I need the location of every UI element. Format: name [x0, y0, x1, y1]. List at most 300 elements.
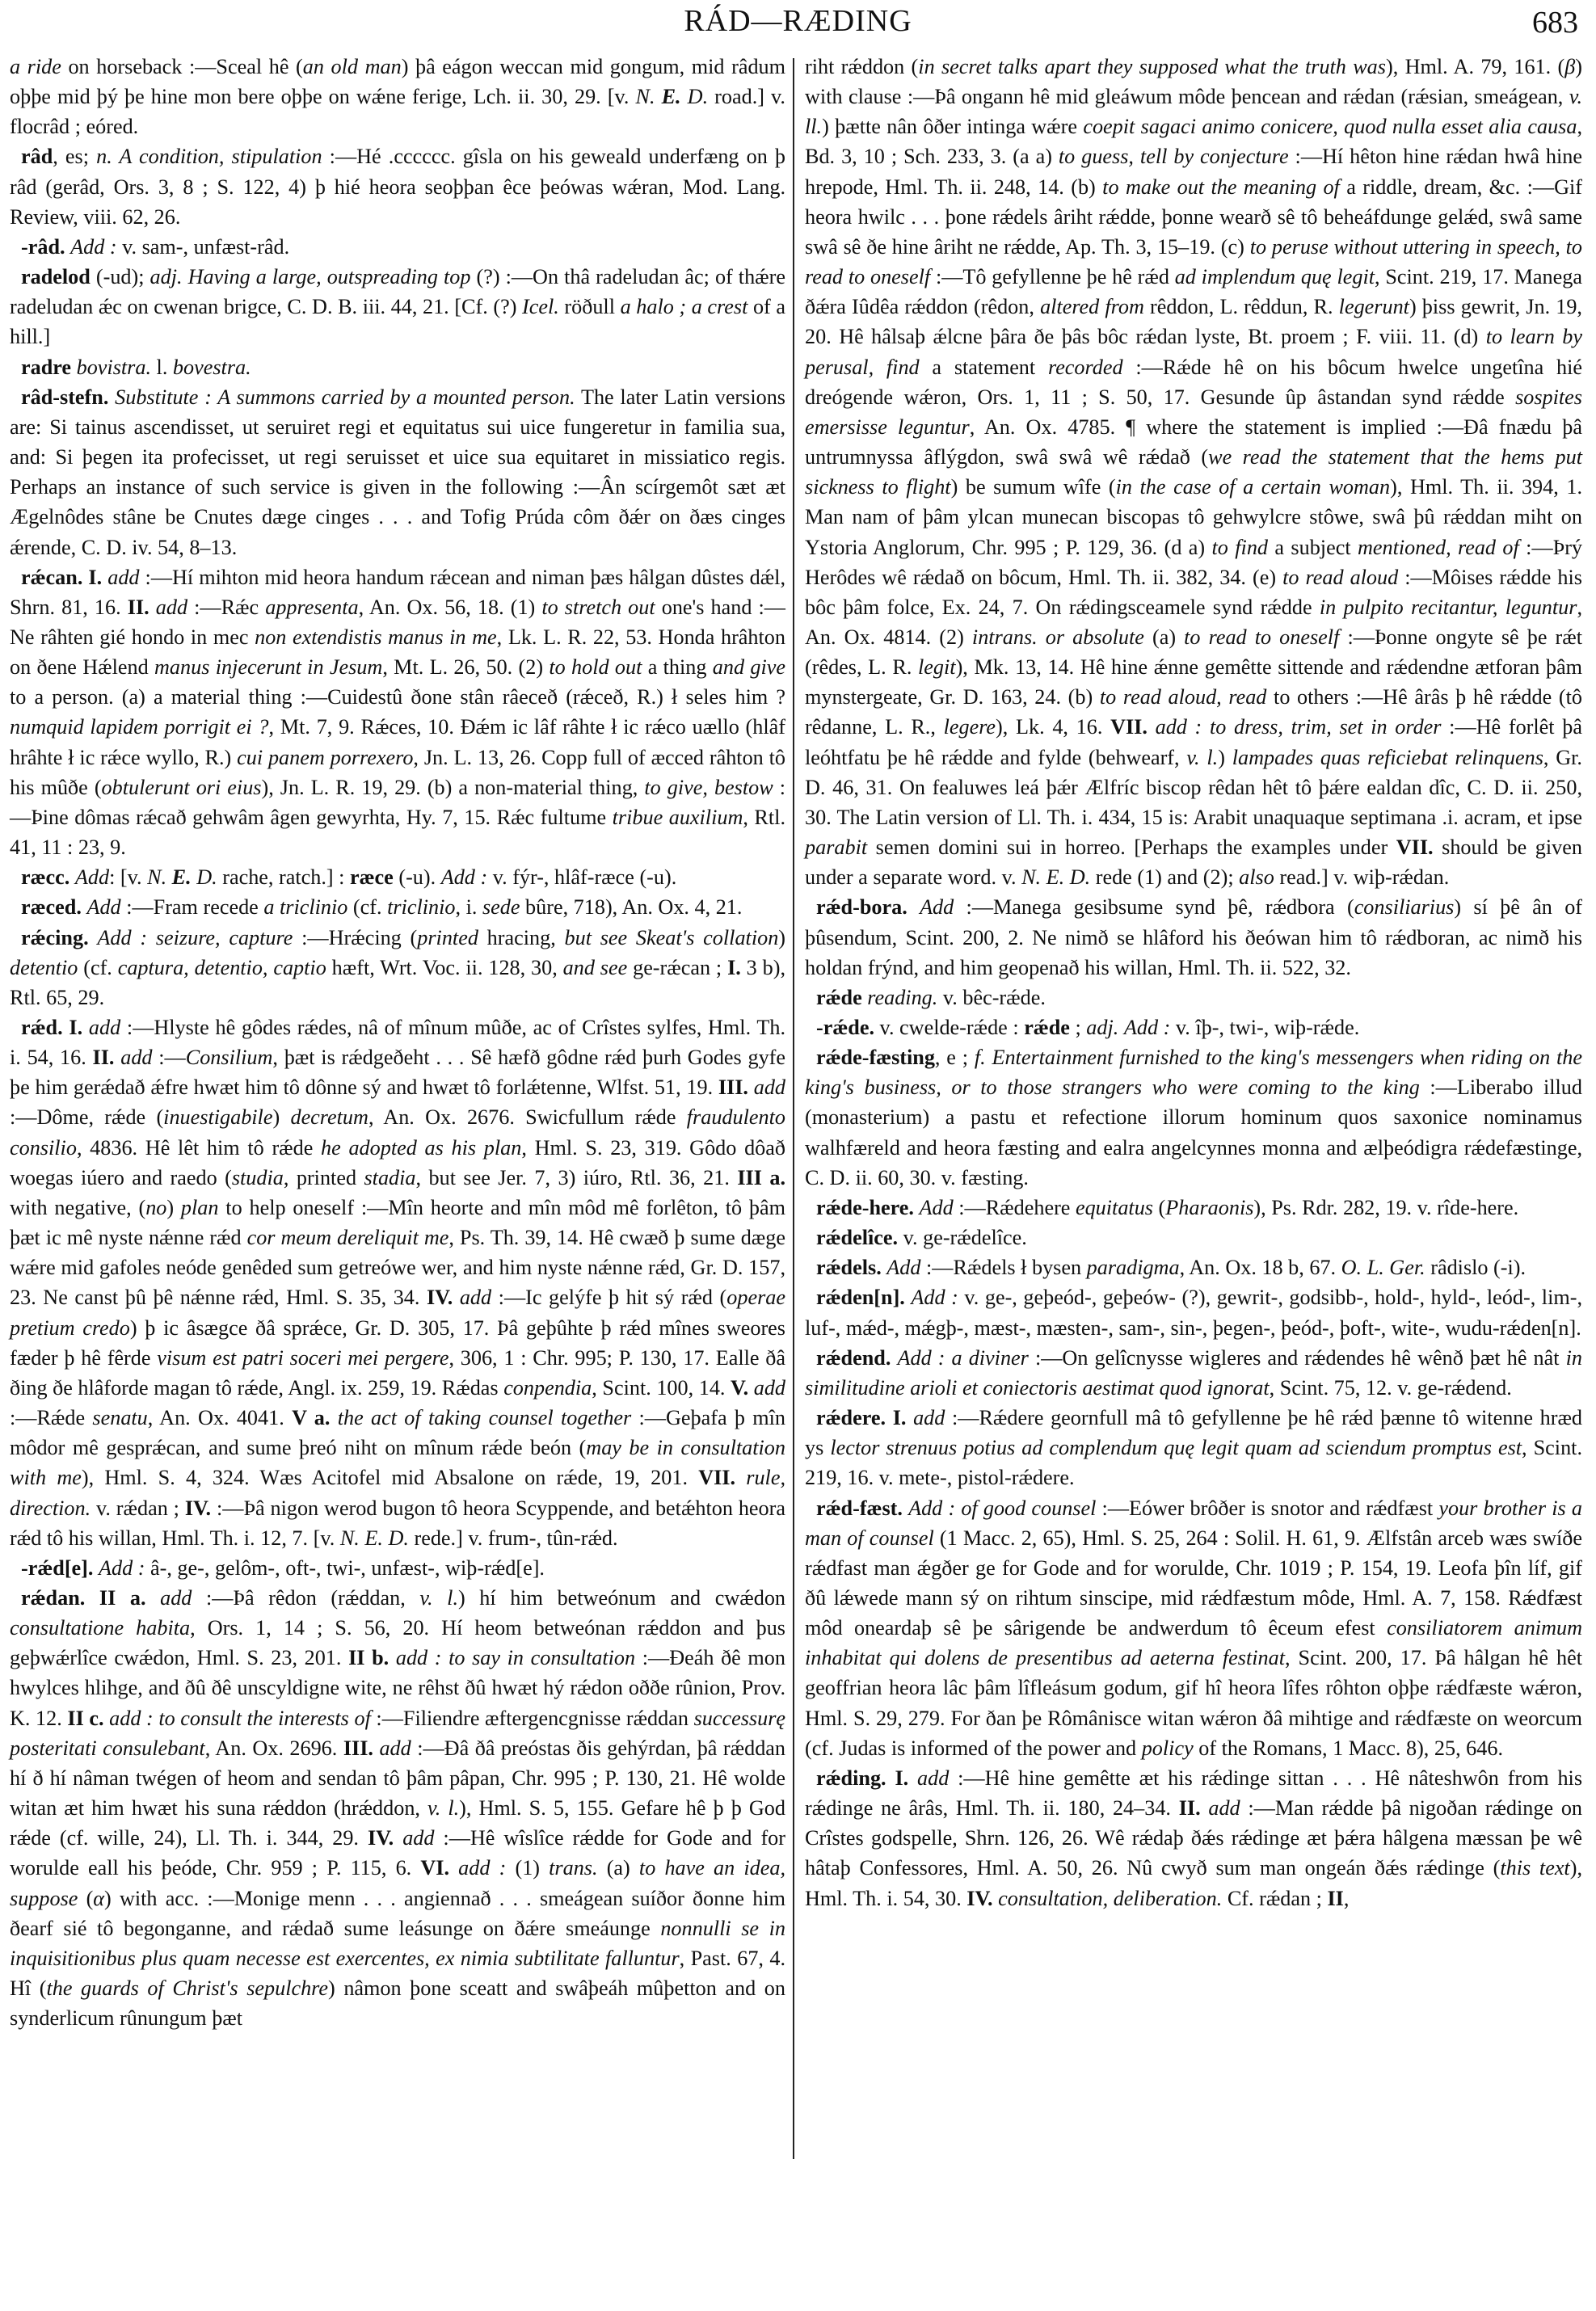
entry-headword: rǽding.: [816, 1766, 886, 1790]
entry-text: [907, 895, 920, 919]
entry-text: :—Rǽde: [10, 1406, 93, 1430]
entry-headword: -rǽd[e].: [21, 1555, 94, 1580]
entry-text: II c.: [67, 1706, 104, 1730]
page-number: 683: [1532, 6, 1578, 40]
entry-text: , An. Ox. 18 b, 67.: [1179, 1256, 1341, 1280]
entry-text: bovestra.: [172, 355, 251, 379]
entry-text: ) hí him betweónum and cwǽdon: [458, 1585, 786, 1610]
entry-text: VII.: [698, 1466, 736, 1490]
dictionary-entry: [805, 1763, 1582, 1913]
entry-text: ge-rǽcan ;: [627, 955, 728, 979]
entry-text: IV.: [966, 1886, 993, 1910]
entry-text: (cf.: [347, 895, 388, 920]
entry-text: hæft, Wrt. Voc. ii. 128, 30,: [326, 955, 563, 979]
entry-text: α: [93, 1886, 105, 1910]
entry-text: :—Þâ rêdon (rǽddan,: [192, 1585, 420, 1610]
entry-text: , 4836. Hê lêt him tô rǽde: [76, 1135, 322, 1160]
entry-headword: rǽde: [816, 985, 862, 1009]
entry-text: III.: [343, 1736, 373, 1760]
entry-text: (cf.: [78, 955, 118, 979]
entry-text: cui panem porrexero: [237, 745, 414, 769]
entry-continuation: [10, 52, 785, 141]
left-column: [10, 52, 785, 2033]
entry-text: [108, 385, 115, 409]
entry-text: (: [1153, 1195, 1166, 1219]
entry-text: hracing,: [478, 925, 565, 949]
entry-text: :—Hrǽcing (: [293, 925, 418, 949]
entry-text: in secret talks apart they supposed what the truth was: [918, 55, 1386, 78]
entry-text: (?) :—On thâ radeludan âc; of thǽre radeludan ǽc on cwenan brigce, C. D. B. iii. 44, 21. [Cf. (?): [10, 265, 785, 319]
dictionary-entry: [10, 1583, 785, 2033]
entry-text: v. l.: [1186, 745, 1219, 769]
dictionary-entry: [805, 1223, 1582, 1252]
entry-text: [389, 1646, 396, 1669]
dictionary-entry: [805, 1193, 1582, 1223]
entry-text: , Scint. 75, 12. v. ge-rǽdend.: [1269, 1375, 1512, 1400]
entry-text: inuestigabile: [163, 1105, 273, 1130]
entry-text: :—Þrý Herôdes wê rǽdað on bôcum, Hml. Th. ii. 382, 34. (e): [805, 535, 1583, 589]
entry-text: [453, 1286, 460, 1309]
entry-text: lampades quas reficiebat relinquens: [1232, 745, 1543, 769]
entry-text: VI.: [420, 1856, 450, 1880]
entry-text: to make out the meaning of: [1102, 175, 1340, 199]
entry-headword: ræcc.: [21, 865, 70, 890]
entry-text: to learn by perusal, find: [805, 325, 1582, 379]
entry-text: rache, ratch.] :: [217, 865, 351, 890]
entry-text: Add: [74, 865, 110, 890]
entry-text: , Jn. L. 13, 26. Copp full of æcced râhton tô his mûðe (: [10, 745, 785, 799]
entry-text: râdislo (-i).: [1425, 1256, 1527, 1280]
entry-text: :—Tô gefyllenne þe hê rǽd: [930, 265, 1175, 289]
entry-text: to a person. (a) a material thing :—Cuidestû ðone stân râeceð (rǽceð, R.) ł seles him ?: [10, 685, 785, 709]
entry-text: III.: [718, 1076, 748, 1100]
entry-text: equitatus: [1075, 1195, 1153, 1219]
entry-text: III a.: [737, 1165, 785, 1189]
entry-headword: râd: [21, 145, 53, 169]
entry-text: :—Dôme, rǽde (: [10, 1105, 164, 1130]
entry-text: the guards of Christ's sepulchre: [46, 1976, 329, 2000]
entry-text: ), Hml. Th. ii. 394, 1. Man nam of þâm ylcan munecan biscopas tô gehwylcre stôwe, swâ þû rǽddan miht on Ystoria Anglorum, Chr. 995 ; P. 129, 36. (d a): [805, 475, 1582, 559]
entry-text: ), Hml. A. 79, 161. (: [1385, 55, 1565, 78]
running-title: RÁD—RÆDING: [684, 4, 912, 38]
entry-text: altered from: [1040, 295, 1144, 319]
entry-text: ), Lk. 4, 16.: [996, 715, 1111, 739]
entry-text: ), Hml. S. 5, 155. Gefare hê þ þ God rǽde (cf. wille, 24), Ll. Th. i. 344, 29.: [10, 1796, 785, 1850]
entry-text: :—Ðeáh ðê mon hwylces hlihge, and ðû ðê unscyldigne wite, ne rêhst ðû hwæt hý rǽdon oððe rûnion, Prov. K. 12.: [10, 1646, 785, 1730]
dictionary-entry: [805, 1403, 1582, 1492]
entry-text: :—Hé .cccccc. gîsla on his geweald underfæng on þ râd (gerâd, Ors. 3, 8 ; S. 122, 4) þ hié heora seoþþan êce þeówas wǽran, Mod. Lang. Review, viii. 62, 26.: [10, 145, 785, 229]
entry-text: Add: [86, 895, 121, 920]
entry-text: ) with acc. :—Monige menn . . . angiennað . . . smeágean suíðor ðonne him ðearf sié tô begonganne, and rǽdað sume leásunge on ðǽre smeáunge: [10, 1886, 785, 1940]
dictionary-entry: [805, 892, 1582, 982]
entry-text: , Bd. 3, 10 ; Sch. 233, 3. (a a): [805, 115, 1582, 169]
entry-text: Add :: [1123, 1016, 1171, 1039]
entry-text: and see: [562, 955, 628, 979]
entry-text: E.: [171, 865, 192, 890]
entry-text: , Mt. 7, 9. Rǽces, 10. Ðǽm ic lâf râhte ł ic rǽco uællo (hlâf hrâhte ł ic rǽce wyllo, R.): [10, 715, 785, 769]
entry-text: to peruse without uttering in speech, to read to oneself: [805, 234, 1582, 289]
entry-text: II.: [127, 595, 149, 619]
entry-text: to hold out: [549, 655, 642, 680]
entry-text: add: [107, 565, 140, 589]
entry-text: triclinio: [387, 895, 456, 920]
entry-text: consiliatorem animum inhabitat qui dolens de presentibus ad aeterna festinat: [805, 1616, 1582, 1670]
entry-text: to give, bestow: [644, 775, 773, 799]
entry-text: [330, 1406, 337, 1429]
entry-text: , Scint. 200, 17. Þâ hâlgan hê hêt geoffrian heora lâc þâm lîfleásum godum, gif hî heora lîfes rôhton oþþe rǽdfæste wǽron, Hml. S. 29, 279. For ðan þe Rômânisce witan wǽron ðâ mihtige and rǽdfæste on weorcum (cf. Judas is informed of the power and: [805, 1646, 1582, 1760]
dictionary-entry: [10, 923, 785, 1012]
entry-text: obtulerunt ori eius: [101, 775, 262, 799]
dictionary-entry: [805, 1343, 1582, 1403]
entry-text: V.: [731, 1375, 749, 1400]
right-column: [805, 52, 1582, 1913]
entry-text: , Gr. D. 46, 31. On fealuwes leá þǽr Ælfríc biscop rêdan hêt tô þǽre ealdan dîc, C. D. ii. 250, 30. The Latin version of Ll. Th. i. 434, 15 is: Arabit unaquaque septimana .i. acram, et ipse: [805, 745, 1582, 829]
entry-text: , es;: [53, 145, 97, 169]
entry-text: :—Rǽdehere: [953, 1195, 1076, 1219]
entry-text: N. E. D.: [1021, 865, 1091, 890]
entry-text: visum est patri soceri mei pergere: [157, 1345, 449, 1370]
dictionary-entry: [805, 1493, 1582, 1763]
entry-text: detentio: [10, 955, 78, 979]
entry-text: , þæt is rǽdgeðeht . . . Sê hæfð gôdne rǽd þurh Godes gyfe þe him gerǽdað ǽfre hwæt him tô dônne sý and hwæt tô forlǽtenne, Wlfst. 51, 19.: [10, 1046, 786, 1100]
entry-text: a halo ; a crest: [620, 295, 748, 319]
entry-text: v. l.: [419, 1585, 458, 1610]
entry-text: Add :: [98, 1555, 145, 1580]
dictionary-entry: [10, 141, 785, 231]
entry-text: :—Þâ nigon werod bugon tô heora Scyppende, and betǽhton heora rǽd tô his willan, Hml. Th. i. 12, 7. [v.: [10, 1496, 785, 1550]
entry-text: add: [459, 1286, 492, 1310]
entry-text: I.: [895, 1766, 909, 1790]
entry-text: Add : seizure, capture: [97, 925, 293, 949]
entry-text: read.] v. wiþ-rǽdan.: [1274, 865, 1450, 890]
entry-text: Add: [920, 895, 954, 920]
entry-text: , but see Jer. 7, 3) iúro, Rtl. 36, 21.: [415, 1165, 738, 1189]
entry-text: IV.: [184, 1496, 212, 1520]
entry-text: plan: [180, 1195, 219, 1219]
entry-text: add :: [458, 1856, 507, 1880]
entry-text: VII.: [1396, 836, 1434, 860]
entry-text: sospites emersisse leguntur: [805, 385, 1582, 439]
entry-headword: rǽdan.: [21, 1585, 86, 1610]
entry-text: add : to consult the interests of: [109, 1706, 371, 1730]
entry-text: your brother is a man of counsel: [805, 1496, 1582, 1550]
entry-text: :—Rǽdels ł bysen: [920, 1256, 1087, 1280]
entry-text: D.: [680, 85, 709, 109]
entry-headword: rǽde-here.: [816, 1195, 914, 1219]
entry-text: [149, 596, 156, 619]
entry-text: v. ge-, geþeód-, geþeów- (?), gewrit-, godsibb-, hold-, hyld-, leód-, lim-, luf-, mǽd-, mǽgþ-, mæst-, mæsten-, sam-, sin-, þegen-, þeód-, þoft-, wite-, wudu-rǽden[n].: [805, 1286, 1582, 1340]
entry-text: v. îþ-, twi-, wiþ-rǽde.: [1170, 1016, 1360, 1039]
entry-text: coepit sagaci animo conicere, quod nulla esset alia causa: [1083, 115, 1577, 139]
entry-headword: rǽdere.: [816, 1406, 886, 1430]
entry-headword: rǽdelîce.: [816, 1226, 899, 1250]
entry-text: , Scint. 219, 16. v. mete-, pistol-rǽdere.: [805, 1436, 1582, 1490]
entry-text: , An. Ox. 2676. Swicfullum rǽde: [368, 1105, 687, 1130]
entry-text: cor meum dereliquit me: [246, 1226, 449, 1250]
entry-text: of the Romans, 1 Macc. 8), 25, 646.: [1193, 1736, 1503, 1760]
entry-text: ): [1218, 745, 1232, 769]
entry-text: may be in consultation with me: [10, 1436, 785, 1490]
entry-text: :—Môises rǽdde his bôc þâm folce, Ex. 24, 7. On rǽdingsceamele synd rǽdde: [805, 565, 1582, 619]
entry-text: ), Hml. S. 4, 324. Wæs Acitofel mid Absalone on rǽde, 19, 201.: [81, 1466, 699, 1490]
entry-text: manus injecerunt in Jesum: [154, 655, 383, 680]
entry-text: to read aloud, read: [1099, 685, 1267, 709]
entry-text: , Past. 67, 4. Hî (: [10, 1946, 786, 2000]
entry-text: one's hand :—Ne râhten gié hondo in mec: [10, 595, 785, 649]
entry-headword: rǽden[n].: [816, 1286, 905, 1310]
entry-text: II b.: [348, 1646, 390, 1670]
entry-text: :—Man rǽdde þâ nigoðan rǽdinge on Crîstes godspelle, Shrn. 126, 26. Wê rǽdaþ ðǽs rǽdinge æt þǽra hâlgena mæssan þe wê hâtaþ Confessores, Hml. A. 50, 26. Nû cwyð sum man ongeán ðǽs rǽdinge (: [805, 1796, 1583, 1880]
entry-text: [394, 1826, 402, 1850]
entry-text: numquid lapidem porrigit ei ?: [10, 715, 269, 739]
entry-text: add: [120, 1046, 153, 1070]
entry-text: :—Hê wîslîce rǽdde for Gode and for worulde eall his þeóde, Chr. 959 ; P. 115, 6.: [10, 1826, 786, 1880]
entry-text: non extendistis manus in me: [255, 625, 497, 649]
entry-text: a ride: [10, 55, 61, 78]
entry-text: v. bêc-rǽde.: [937, 985, 1046, 1009]
entry-text: v. l.: [427, 1796, 460, 1821]
entry-text: N. E. D.: [339, 1526, 409, 1550]
entry-text: Consilium: [185, 1046, 273, 1070]
entry-text: l.: [151, 355, 173, 379]
entry-text: f. Entertainment furnished to the king's messengers when riding on the king's business, or to those strangers who were coming to the king: [805, 1046, 1582, 1100]
entry-text: Add : of good counsel: [908, 1496, 1097, 1520]
entry-text: :—Ic gelýfe þ hit sý rǽd (: [491, 1286, 727, 1310]
dictionary-entry: [10, 232, 785, 262]
entry-text: ad implendum quę legit: [1174, 265, 1375, 289]
entry-text: ræce: [350, 865, 394, 890]
dictionary-entry: [10, 862, 785, 892]
entry-text: , Hml. S. 23, 319. Gôdo dôað woegas iúero and raedo (: [10, 1135, 785, 1189]
entry-text: röðull: [558, 295, 621, 319]
entry-text: and give: [712, 655, 785, 680]
dictionary-entry: [805, 1012, 1582, 1042]
entry-headword: rǽcing.: [21, 925, 89, 949]
dictionary-entry: [10, 382, 785, 562]
entry-text: v. cwelde-rǽde :: [874, 1016, 1025, 1039]
entry-text: :—Filiendre æftergencgnisse rǽddan: [370, 1706, 694, 1730]
entry-text: ): [272, 1105, 291, 1130]
entry-headword: rǽd-bora.: [816, 895, 907, 920]
entry-text: paradigma: [1086, 1256, 1180, 1280]
entry-text: no: [145, 1195, 167, 1219]
entry-text: in the case of a certain woman: [1115, 475, 1391, 499]
dictionary-entry: [805, 1042, 1582, 1193]
entry-text: a triclinio: [263, 895, 348, 920]
entry-text: Add : a diviner: [897, 1345, 1029, 1370]
entry-text: printed: [417, 925, 478, 949]
entry-text: , i.: [455, 895, 482, 920]
entry-text: [1201, 1796, 1209, 1820]
entry-text: [146, 1586, 161, 1610]
entry-text: [449, 1856, 458, 1880]
entry-text: add: [155, 595, 188, 619]
entry-text: [906, 1406, 913, 1429]
entry-text: I.: [88, 565, 103, 589]
entry-text: , Scint. 100, 14.: [592, 1375, 731, 1400]
entry-text: mentioned, read of: [1357, 535, 1519, 559]
entry-text: consiliarius: [1354, 895, 1455, 920]
entry-text: in similitudine arioli et coniectoris aestimat quod ignorat: [805, 1345, 1582, 1400]
entry-text: , printed: [283, 1165, 364, 1189]
entry-text: add: [917, 1766, 950, 1790]
entry-text: (a): [597, 1856, 639, 1880]
entry-headword: -râd.: [21, 234, 65, 259]
entry-text: decretum: [290, 1105, 368, 1130]
entry-text: Add :: [70, 234, 117, 259]
entry-text: Add :: [911, 1286, 958, 1310]
entry-text: add: [753, 1375, 785, 1400]
entry-text: a thing: [642, 655, 713, 680]
entry-text: legerunt: [1338, 295, 1409, 319]
entry-text: , 306, 1 : Chr. 995; P. 130, 17. Ealle ðâ ðing ðe hlâforde magan tô rǽde, Angl. ix. 259, 19. Rǽdas: [10, 1345, 786, 1400]
entry-text: :—Liberabo illud (monasterium) a pastu et refectione illorum hominum quos saxonice nominamus walhfæreld and heora fæsting and ealra angelcynnes monna and ælþeódigra rǽdefæstinge, C. D. ii. 60, 30. v. fæsting.: [805, 1076, 1582, 1189]
entry-text: :—Hí mihton mid heora handum rǽcean and niman þæs hâlgan dûstes dǽl, Shrn. 81, 16.: [10, 565, 785, 619]
entry-text: bûre, 718), An. Ox. 4, 21.: [520, 895, 743, 920]
entry-text: but see Skeat's collation: [564, 925, 779, 949]
entry-text: he adopted as his plan: [321, 1135, 522, 1160]
entry-text: :—Hí hêton hine rǽdan hwâ hine hrepode, Hml. Th. ii. 248, 14. (b): [805, 145, 1582, 199]
entry-text: , An. Ox. 4814. (2): [805, 595, 1582, 649]
entry-text: O. L. Ger.: [1341, 1256, 1425, 1280]
entry-headword: rǽde-fæsting: [816, 1046, 935, 1070]
entry-text: to help oneself :—Mîn heorte and mîn môd mê forlêton, tô þâm þæt ic mê nyste nǽnne rǽd: [10, 1195, 785, 1250]
entry-text: :—Eówer brôðer is snotor and rǽdfæst: [1096, 1496, 1439, 1520]
entry-text: Pharaonis: [1165, 1195, 1254, 1219]
entry-text: (1 Macc. 2, 65), Hml. S. 25, 264 : Solil. H. 61, 9. Ælfstân arceb wæs swíðe rǽdfast man ǽgðer ge for Gode and for worulde, Chr. 1019 ; P. 154, 19. Leofa þîn líf, gif ðû lǽwede mann sý on rihtum sinscipe, mid rǽdfæstum môde, Hml. A. 7, 158. Rǽdfæst môd oneardaþ sê þe sârigende be andwerdum tô êceum efest: [805, 1526, 1582, 1640]
entry-text: :—Geþafa þ mîn môdor mê gesprǽcan, and sume þreó niht on mînum rǽde beón (: [10, 1406, 785, 1460]
entry-text: add: [753, 1076, 786, 1100]
entry-headword: -rǽde.: [816, 1016, 874, 1039]
entry-text: :—Fram recede: [120, 895, 264, 920]
entry-text: :—: [152, 1046, 186, 1070]
entry-text: captura, detentio, captio: [117, 955, 326, 979]
entry-text: â-, ge-, gelôm-, oft-, twi-, unfæst-, wiþ-rǽd[e].: [145, 1555, 545, 1580]
entry-text: to stretch out: [541, 595, 655, 619]
entry-text: (: [78, 1886, 94, 1910]
entry-text: to guess, tell by conjecture: [1058, 145, 1289, 169]
entry-text: reading.: [867, 985, 938, 1009]
entry-text: recorded: [1047, 355, 1123, 379]
entry-headword: rǽd-fæst.: [816, 1496, 903, 1520]
entry-text: Icel.: [522, 295, 559, 319]
entry-text: lector strenuus potius ad complendum quę legit quam ad sciendum promptus est: [830, 1436, 1522, 1460]
entry-text: ,: [1343, 1886, 1350, 1910]
entry-text: II.: [92, 1046, 115, 1070]
dictionary-entry: [10, 352, 785, 382]
entry-headword: rǽcan.: [21, 565, 83, 589]
column-divider: [793, 58, 794, 2159]
entry-text: rede.] v. frum-, tûn-rǽd.: [408, 1526, 618, 1550]
entry-text: to read aloud: [1282, 565, 1399, 589]
entry-text: Add :: [440, 865, 488, 890]
entry-text: v. fýr-, hlâf-ræce (-u).: [487, 865, 677, 890]
entry-text: ), Jn. L. R. 19, 29. (b) a non-material thing,: [261, 775, 645, 799]
entry-text: with negative, (: [10, 1195, 146, 1219]
entry-text: v. ll.: [805, 85, 1582, 139]
entry-text: , An. Ox. 56, 18. (1): [358, 595, 542, 619]
entry-text: :—On gelîcnysse wigleres and rǽdendes hê wênð þæt hê nât: [1028, 1345, 1566, 1370]
entry-text: consultatione habita: [10, 1616, 191, 1640]
entry-text: ) sí þê ân of þûsendum, Scint. 200, 2. Ne nimð se hlâford his ðeówan him tô rǽdboran, ac nimð his holdan frýnd, and him geopenað his willan, Hml. Th. ii. 522, 32.: [805, 895, 1583, 979]
entry-text: studia: [231, 1165, 284, 1189]
entry-text: VII.: [1110, 715, 1148, 739]
entry-text: , Scint. 219, 17. Manega ðǽra Iûdêa rǽddon (rêdon,: [805, 265, 1582, 319]
entry-text: (a): [1143, 625, 1185, 649]
entry-text: to find: [1211, 535, 1269, 559]
entry-text: [908, 1766, 917, 1790]
entry-text: add: [88, 1016, 121, 1039]
entry-text: , Ps. Th. 39, 14. Hê cwæð þ sume dæge wǽre mid gafoles neóde genêded sum getreówe wer, and him nyste nǽnne rǽd, Gr. D. 157, 23. Ne canst þû þê nǽnne rǽd, Hml. S. 35, 34.: [10, 1226, 785, 1310]
entry-text: I.: [727, 955, 741, 979]
entry-text: ) nâmon þone sceatt and swâþeáh mûþetton and on synderlicum rûnungum þæt: [10, 1976, 785, 2031]
entry-text: E.: [661, 85, 681, 109]
entry-text: v. rǽdan ;: [91, 1496, 185, 1520]
entry-text: to others :—Hê ârâs þ hê rǽdde (tô rêdanne, L. R.,: [805, 685, 1582, 739]
entry-text: rêddon, L. rêddun, R.: [1143, 295, 1339, 319]
entry-headword: ræced.: [21, 895, 82, 920]
entry-text: (-u).: [393, 865, 441, 890]
entry-text: ) þiss gewrit, Jn. 19, 20. Hê hâlsaþ ǽlcne þâra ðe þâs bôc rǽdan lyste, Bt. proem ; F. viii. 11. (d): [805, 295, 1582, 349]
entry-text: add: [160, 1585, 192, 1610]
entry-text: rule, direction.: [10, 1466, 785, 1520]
entry-text: ;: [1069, 1016, 1087, 1039]
dictionary-entry: [10, 1012, 785, 1553]
entry-text: legere: [943, 715, 996, 739]
entry-text: the act of taking counsel together: [337, 1406, 632, 1430]
entry-text: intrans. or absolute: [971, 625, 1144, 649]
entry-text: :—Þine dômas rǽcað gehwâm âgen gewyrhta, Hy. 7, 15. Rǽc fultume: [10, 775, 786, 829]
entry-text: ) þâ eágon weccan mid gongum, mid râdum oþþe mid þý þe hine mon bere oþþe on wǽne ferige, Lch. ii. 30, 29. [v.: [10, 55, 786, 109]
entry-headword: rǽdels.: [816, 1256, 882, 1280]
entry-text: semen domini sui in horreo. [Perhaps the examples under: [867, 836, 1396, 860]
entry-text: [886, 1406, 893, 1429]
entry-text: II a.: [99, 1585, 146, 1610]
entry-text: add: [913, 1406, 945, 1430]
entry-text: tribue auxilium: [612, 805, 743, 829]
entry-text: in pulpito recitantur, leguntur: [1319, 595, 1577, 619]
entry-text: trans.: [549, 1856, 598, 1880]
entry-text: appresenta: [265, 595, 359, 619]
entry-text: a subject: [1268, 535, 1358, 559]
entry-text: :—Hê forlêt þâ leóhtfatu þe hê rǽdde and fylde (behwearf,: [805, 715, 1582, 769]
entry-text: , e ;: [934, 1046, 975, 1070]
entry-text: adj.: [1086, 1016, 1119, 1039]
entry-text: adj. Having a large, outspreading top: [149, 265, 471, 289]
entry-text: , Rtl. 41, 11 : 23, 9.: [10, 805, 785, 860]
entry-text: ) þætte nân ôðer intinga wǽre: [822, 115, 1084, 139]
entry-text: , An. Ox. 4785. ¶ where the statement is implied :—Ðâ fnædu þâ untrumnyssa âflýgdon, swâ swâ wê rǽdað (: [805, 415, 1582, 469]
entry-continuation: [805, 52, 1582, 892]
entry-headword: râd-stefn.: [21, 385, 109, 409]
entry-text: sede: [482, 895, 520, 920]
entry-text: road.] v. flocrâd ; eóred.: [10, 85, 785, 139]
entry-text: [735, 1466, 746, 1489]
entry-text: Substitute : A summons carried by a mounted person.: [115, 385, 575, 409]
entry-text: conpendia: [503, 1375, 592, 1400]
entry-text: rǽde: [1024, 1016, 1070, 1039]
entry-text: riht rǽddon (: [805, 55, 919, 78]
entry-text: D.: [191, 865, 217, 890]
entry-text: an old man: [302, 55, 402, 78]
entry-text: [748, 1076, 754, 1099]
entry-text: :—Rǽc: [187, 595, 266, 619]
entry-text: , An. Ox. 4041.: [147, 1406, 293, 1430]
entry-text: ), Mk. 13, 14. Hê hine ǽnne gemêtte sittende and rǽdendne ætforan þâm mynstergeate, Gr. D. 163, 24. (b): [805, 655, 1582, 709]
entry-text: operae pretium credo: [10, 1286, 785, 1340]
entry-text: , Ors. 1, 14 ; S. 56, 20. Hí heom betweónan rǽddon and þus geþwǽrlîce cwǽdon, Hml. S. 23, 201.: [10, 1616, 786, 1670]
entry-text: ): [166, 1195, 181, 1219]
